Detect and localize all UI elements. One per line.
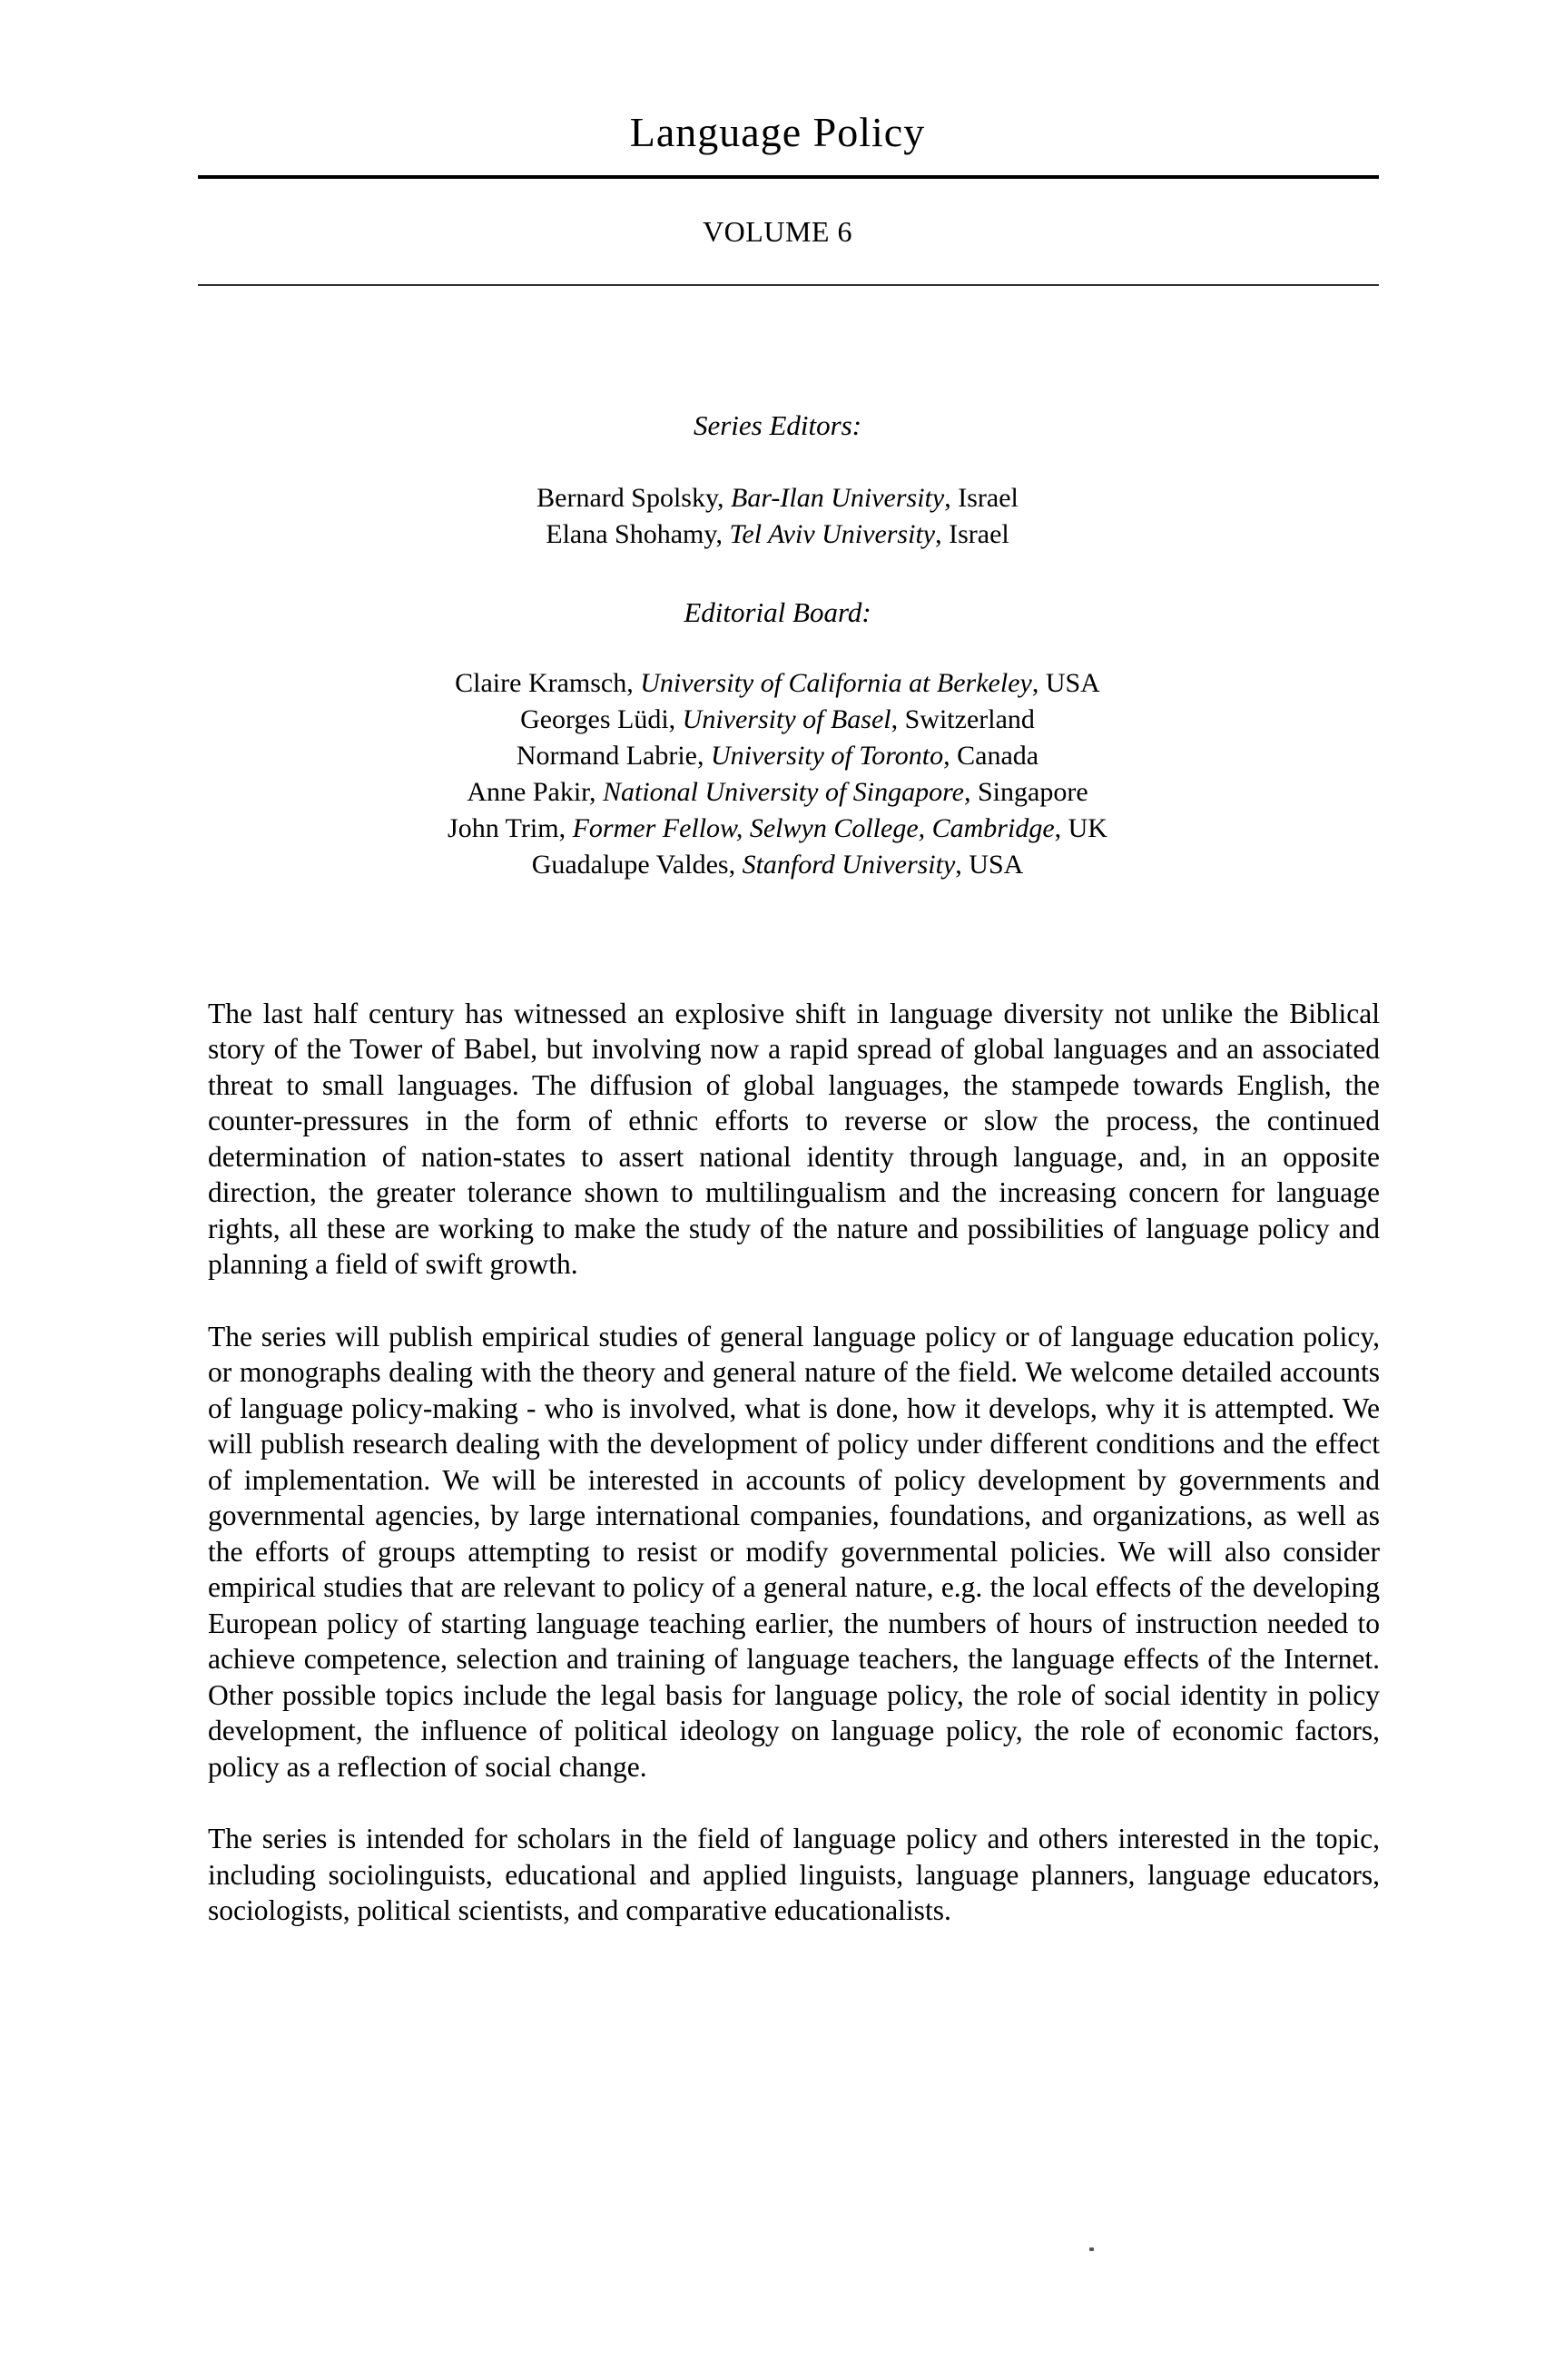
member-country: , UK: [1054, 812, 1107, 843]
member-country: , USA: [955, 849, 1024, 880]
description-text: [208, 996, 1380, 1929]
board-member-line: [0, 702, 1555, 738]
member-affiliation: Stanford University: [742, 849, 956, 880]
horizontal-rule-top: [198, 175, 1379, 179]
description-paragraph-2: The series will publish empirical studies of general language policy or of language education policy, or monographs dealing with the theory and general nature of the field. We welcome detailed accounts of language policy-making - who is involved, what is done, how it develops, why it is attempted. We will publish research dealing with the development of policy under different conditions and the effect of implementation. We will be interested in accounts of policy development by governments and governmental agencies, by large international companies, foundations, and organizations, as well as the efforts of groups attempting to resist or modify governmental policies. We will also consider empirical studies that are relevant to policy of a general nature, e.g. the local effects of the developing European policy of starting language teaching earlier, the numbers of hours of instruction needed to achieve competence, selection and training of language teachers, the language effects of the Internet. Other possible topics include the legal basis for language policy, the role of social identity in policy development, the influence of political ideology on language policy, the role of economic factors, policy as a reflection of social change.: [208, 1320, 1380, 1783]
editor-country: , Israel: [944, 482, 1019, 513]
series-editor-line: [0, 480, 1555, 516]
page-title: Language Policy: [629, 109, 926, 155]
member-name: Georges Lüdi,: [520, 703, 683, 734]
board-member-line: [0, 738, 1555, 774]
scan-speckle-artifact: [1089, 2247, 1094, 2251]
volume-number: VOLUME 6: [703, 214, 852, 248]
board-member-line: [0, 774, 1555, 811]
editorial-board-list: [0, 665, 1555, 883]
editor-country: , Israel: [935, 518, 1009, 549]
member-affiliation: Former Fellow, Selwyn College, Cambridge: [572, 812, 1055, 843]
member-country: , Switzerland: [891, 703, 1035, 734]
member-name: Anne Pakir,: [467, 776, 603, 807]
editorial-board-heading: Editorial Board:: [684, 595, 871, 628]
member-country: , USA: [1031, 667, 1100, 698]
member-name: Guadalupe Valdes,: [531, 849, 743, 880]
horizontal-rule-bottom: [198, 284, 1379, 286]
editor-name: Elana Shohamy,: [546, 518, 730, 549]
member-affiliation: University of California at Berkeley: [640, 667, 1032, 698]
member-name: John Trim,: [448, 812, 573, 843]
member-name: Claire Kramsch,: [455, 667, 641, 698]
member-country: , Canada: [943, 740, 1039, 771]
editor-affiliation: Bar-Ilan University: [731, 482, 945, 513]
board-member-line: [0, 665, 1555, 702]
member-affiliation: University of Basel: [682, 703, 891, 734]
editor-affiliation: Tel Aviv University: [729, 518, 936, 549]
series-editors-heading: Series Editors:: [693, 408, 862, 441]
editor-name: Bernard Spolsky,: [536, 482, 732, 513]
member-affiliation: University of Toronto: [710, 740, 944, 771]
description-paragraph-1: The last half century has witnessed an explosive shift in language diversity not unlike the Biblical story of the Tower of Babel, but involving now a rapid spread of global languages and an associated threat to small languages. The diffusion of global languages, the stampede towards English, the counter-pressures in the form of ethnic efforts to reverse or slow the process, the continued determination of nation-states to assert national identity through language, and, in an opposite direction, the greater tolerance shown to multilingualism and the increasing concern for language rights, all these are working to make the study of the nature and possibilities of language policy and planning a field of swift growth.: [208, 997, 1380, 1281]
description-paragraph-3: The series is intended for scholars in the field of language policy and others interested in the topic, including sociolinguists, educational and applied linguists, language planners, language educators, sociologists, political scientists, and comparative educationalists.: [208, 1823, 1380, 1927]
series-editor-line: [0, 516, 1555, 553]
member-affiliation: National University of Singapore,: [602, 776, 971, 807]
member-country: Singapore: [970, 776, 1088, 807]
series-editors-list: [0, 480, 1555, 553]
board-member-line: [0, 811, 1555, 847]
member-name: Normand Labrie,: [516, 740, 711, 771]
board-member-line: [0, 847, 1555, 883]
